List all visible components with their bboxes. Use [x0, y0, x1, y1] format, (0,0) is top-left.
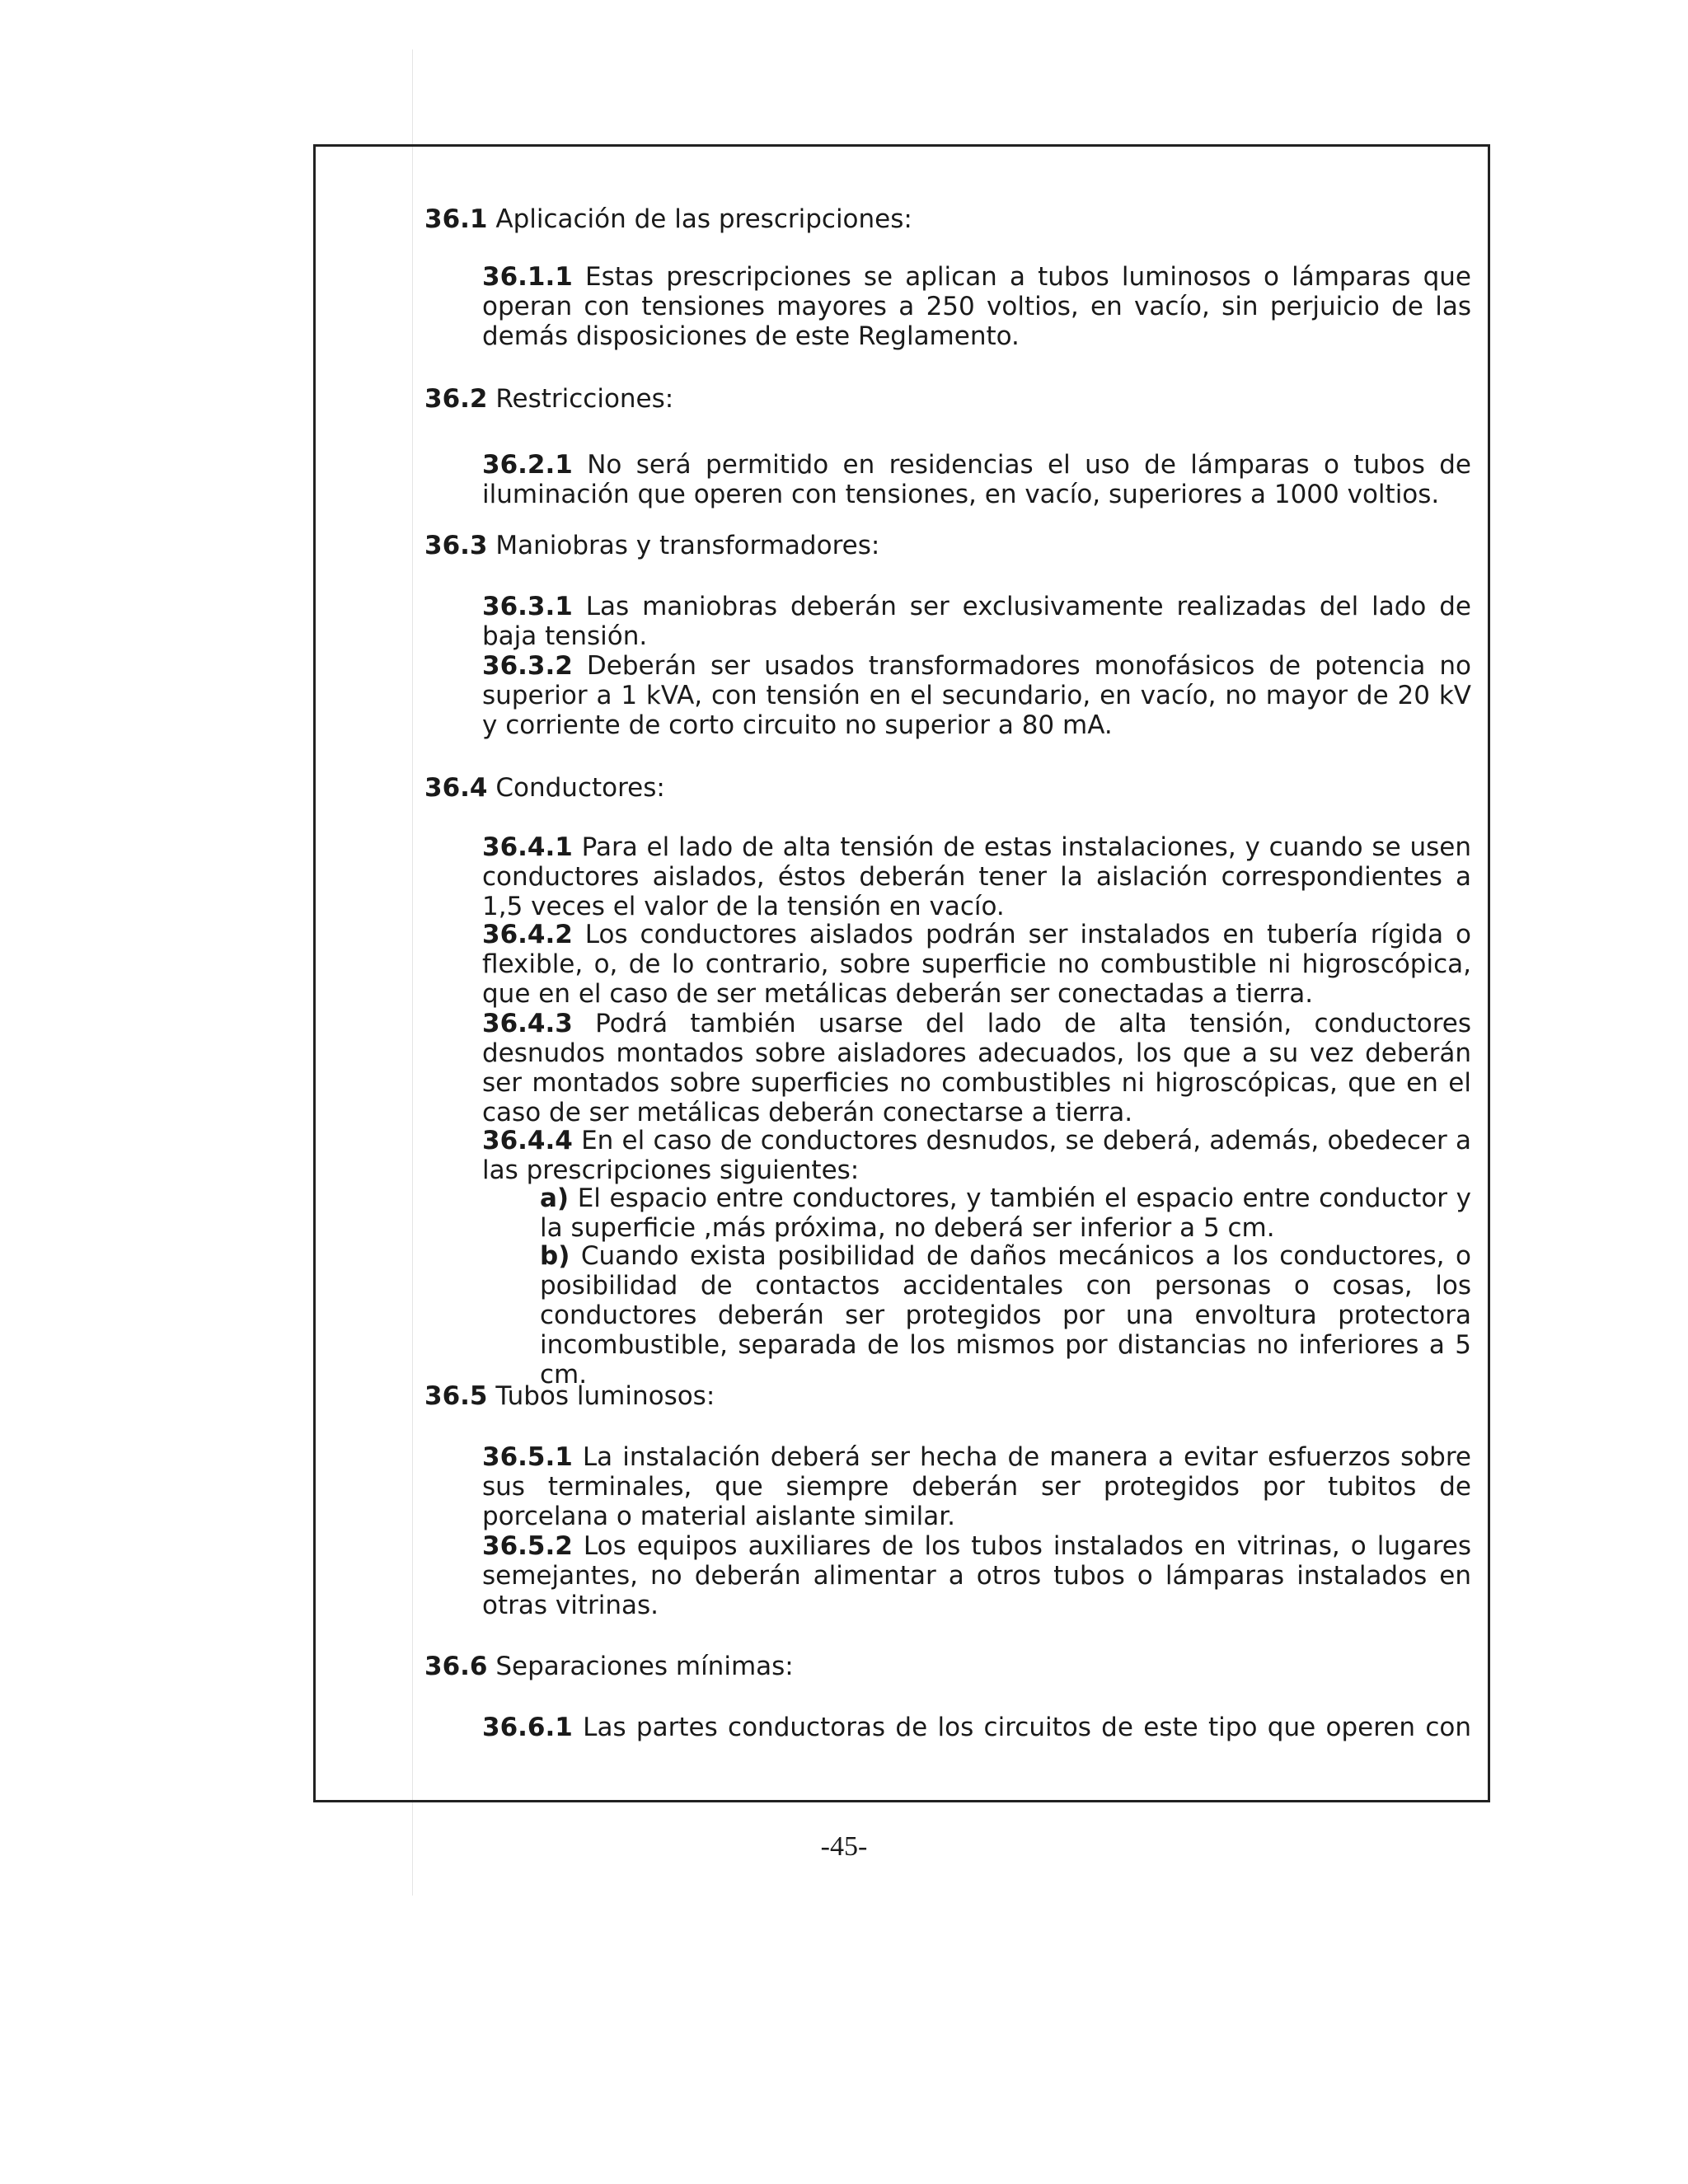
- section-title: Restricciones:: [495, 384, 674, 414]
- list-item-label: a): [540, 1183, 570, 1213]
- list-item-text: Cuando exista posibilidad de daños mecánicos a los conductores, o posibilidad de contactos accidentales con personas o cosas, los conductores deberán ser protegidos por una envoltura protectora incombustible, separada de los mismos por distancias no inferiores a 5 cm.: [540, 1241, 1472, 1390]
- paragraph-text: Las maniobras deberán ser exclusivamente realizadas del lado de baja tensión.: [482, 592, 1471, 651]
- section-title: Tubos luminosos:: [495, 1381, 715, 1411]
- section-title: Conductores:: [495, 773, 665, 803]
- page-number: -45-: [820, 1831, 868, 1862]
- paragraph-36-5-2: [482, 1531, 1471, 1620]
- section-heading-36-5: [424, 1381, 715, 1411]
- section-heading-36-2: [424, 384, 673, 414]
- paragraph-text: Los equipos auxiliares de los tubos instalados en vitrinas, o lugares semejantes, no deberán alimentar a otros tubos o lámparas instalados en otras vitrinas.: [482, 1531, 1471, 1620]
- paragraph-number: 36.2.1: [482, 450, 573, 480]
- section-heading-36-4: [424, 773, 665, 803]
- paragraph-number: 36.3.1: [482, 592, 573, 621]
- paragraph-36-1-1: [482, 262, 1471, 351]
- paragraph-number: 36.4.4: [482, 1126, 573, 1155]
- paragraph-36-4-4: [482, 1126, 1471, 1185]
- paragraph-36-4-3: [482, 1009, 1471, 1127]
- list-item-text: El espacio entre conductores, y también el espacio entre conductor y la superficie ,más próxima, no deberá ser inferior a 5 cm.: [540, 1183, 1471, 1243]
- section-number: 36.3: [424, 531, 488, 560]
- paragraph-number: 36.1.1: [482, 262, 573, 292]
- section-title: Maniobras y transformadores:: [495, 531, 880, 560]
- list-item-label: b): [540, 1241, 570, 1271]
- paragraph-number: 36.5.2: [482, 1531, 573, 1561]
- section-title: Separaciones mínimas:: [495, 1652, 794, 1681]
- paragraph-text: Deberán ser usados transformadores monofásicos de potencia no superior a 1 kVA, con tensión en el secundario, en vacío, no mayor de 20 kV y corriente de corto circuito no superior a 80 mA.: [482, 651, 1471, 740]
- section-heading-36-1: [424, 204, 912, 234]
- paragraph-number: 36.4.1: [482, 832, 573, 862]
- section-number: 36.6: [424, 1652, 488, 1681]
- section-number: 36.1: [424, 204, 488, 234]
- paragraph-text: Las partes conductoras de los circuitos de este tipo que operen con: [583, 1713, 1471, 1742]
- paragraph-text: La instalación deberá ser hecha de manera a evitar esfuerzos sobre sus terminales, que siempre deberán ser protegidos por tubitos de porcelana o material aislante similar.: [482, 1442, 1471, 1531]
- section-number: 36.4: [424, 773, 488, 803]
- section-title: Aplicación de las prescripciones:: [495, 204, 912, 234]
- section-number: 36.5: [424, 1381, 488, 1411]
- paragraph-36-4-1: [482, 832, 1471, 921]
- list-item-a: [540, 1183, 1471, 1243]
- paragraph-text: Para el lado de alta tensión de estas instalaciones, y cuando se usen conductores aislados, éstos deberán tener la aislación correspondientes a 1,5 veces el valor de la tensión en vacío.: [482, 832, 1471, 921]
- section-heading-36-3: [424, 531, 879, 560]
- paragraph-36-2-1: [482, 450, 1471, 509]
- paragraph-number: 36.3.2: [482, 651, 573, 681]
- paragraph-text: Estas prescripciones se aplican a tubos luminosos o lámparas que operan con tensiones mayores a 250 voltios, en vacío, sin perjuicio de las demás disposiciones de este Reglamento.: [482, 262, 1472, 351]
- paragraph-36-3-2: [482, 651, 1471, 740]
- paragraph-text: En el caso de conductores desnudos, se deberá, además, obedecer a las prescripciones siguientes:: [482, 1126, 1471, 1185]
- paragraph-36-3-1: [482, 592, 1471, 651]
- paragraph-number: 36.4.2: [482, 920, 573, 949]
- paragraph-36-6-1: [482, 1713, 1471, 1742]
- paragraph-number: 36.5.1: [482, 1442, 573, 1472]
- paragraph-36-4-2: [482, 920, 1471, 1009]
- paragraph-number: 36.4.3: [482, 1009, 573, 1038]
- paragraph-number: 36.6.1: [482, 1713, 573, 1742]
- section-heading-36-6: [424, 1652, 794, 1681]
- list-item-b: [540, 1241, 1471, 1390]
- section-number: 36.2: [424, 384, 488, 414]
- paragraph-text: No será permitido en residencias el uso de lámparas o tubos de iluminación que operen con tensiones, en vacío, superiores a 1000 voltios.: [482, 450, 1471, 509]
- paragraph-text: Los conductores aislados podrán ser instalados en tubería rígida o flexible, o, de lo contrario, sobre superficie no combustible ni higroscópica, que en el caso de ser metálicas deberán ser conectadas a tierra.: [482, 920, 1471, 1009]
- paragraph-text: Podrá también usarse del lado de alta tensión, conductores desnudos montados sobre aisladores adecuados, los que a su vez deberán ser montados sobre superficies no combustibles ni higroscópicas, que en el caso de ser metálicas deberán conectarse a tierra.: [482, 1009, 1471, 1127]
- paragraph-36-5-1: [482, 1442, 1471, 1531]
